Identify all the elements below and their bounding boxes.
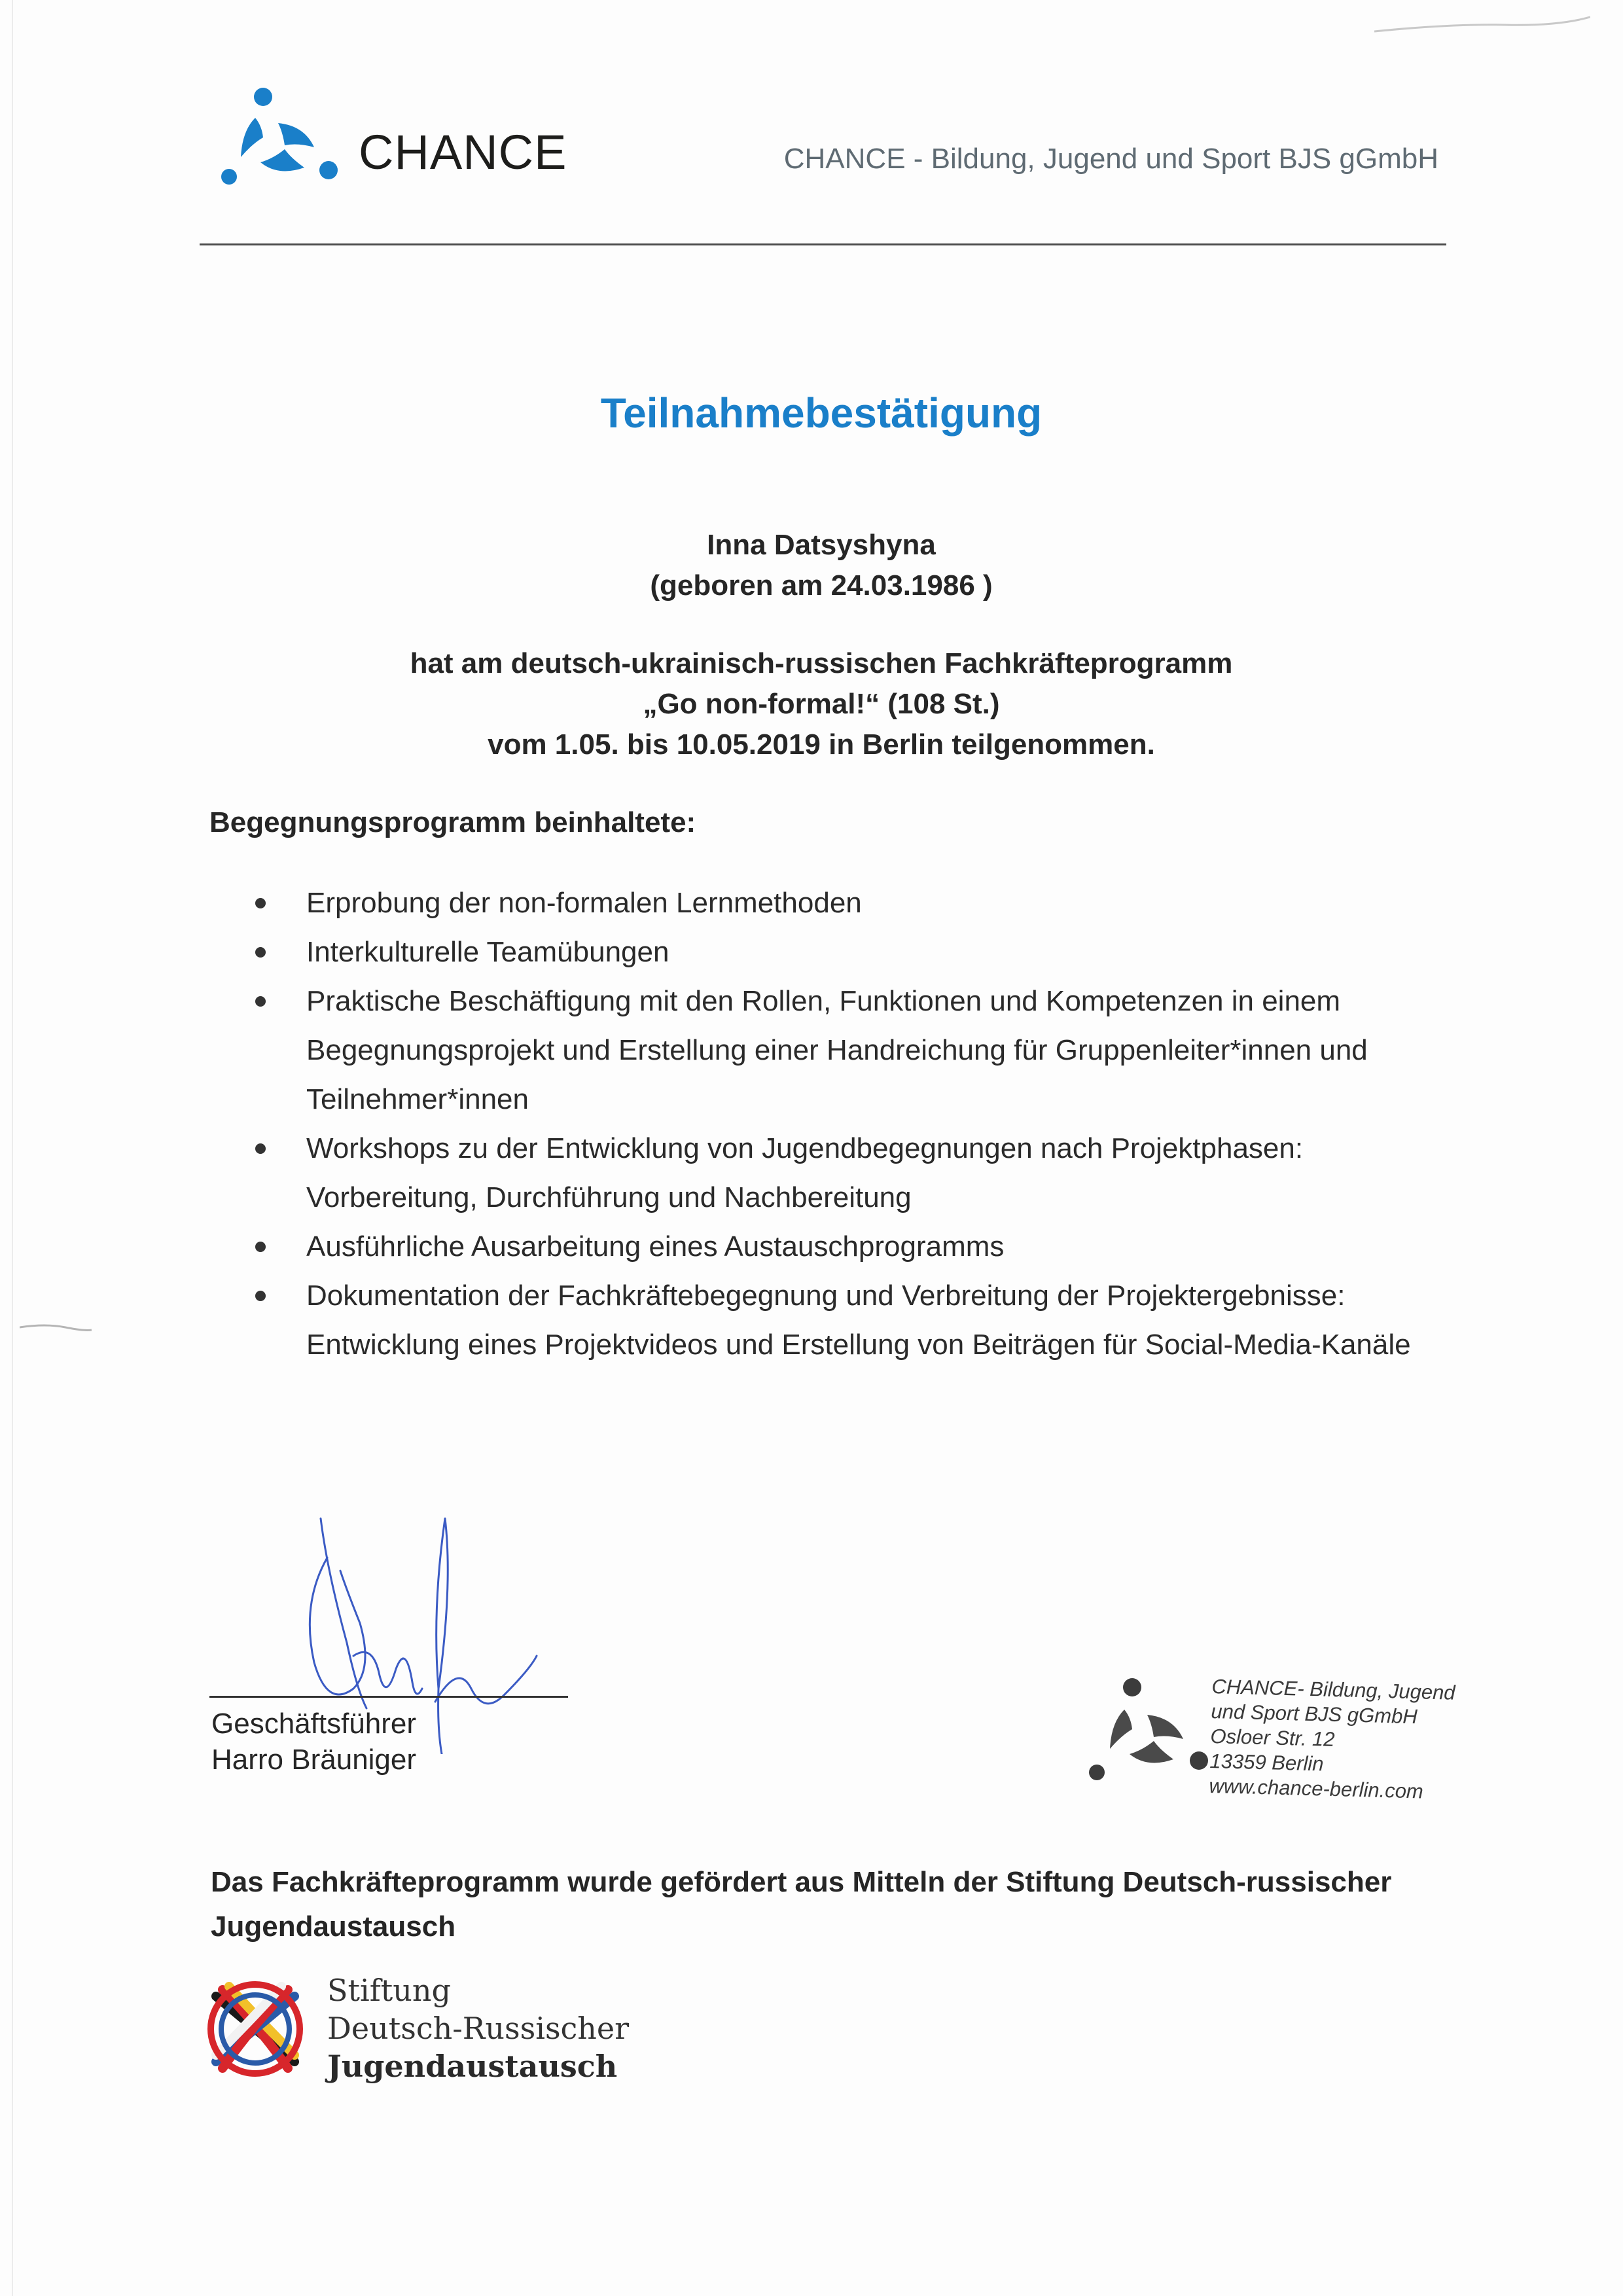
bullet-icon: [255, 898, 266, 908]
list-item-text: Erprobung der non-formalen Lernmethoden: [306, 887, 862, 919]
list-item: [255, 1271, 1433, 1369]
bullet-icon: [255, 1291, 266, 1301]
chance-logo-icon: [216, 85, 347, 196]
scan-mark: [1374, 12, 1590, 38]
document-title: Teilnahmebestätigung: [600, 389, 1043, 437]
signature-line: [209, 1696, 568, 1698]
signer-role: Geschäftsführer: [211, 1708, 417, 1740]
list-item-text: Interkulturelle Teamübungen: [306, 936, 669, 968]
list-item: [255, 878, 1433, 927]
bullet-icon: [255, 996, 266, 1007]
participant-block: [0, 525, 1623, 606]
stamp-line: www.chance-berlin.com: [1209, 1774, 1424, 1803]
bullet-icon: [255, 1242, 266, 1252]
list-item: [255, 1124, 1433, 1222]
foundation-logo-icon: [196, 1970, 314, 2088]
stamp-address: [1209, 1674, 1455, 1805]
stamp-line: und Sport BJS gGmbH: [1211, 1699, 1418, 1729]
foundation-line-1: Stiftung: [327, 1973, 451, 2008]
participant-birth: (geboren am 24.03.1986 ): [650, 569, 993, 601]
participant-name: Inna Datsyshyna: [707, 529, 936, 561]
contents-heading: Begegnungsprogramm beinhaltete:: [209, 806, 696, 838]
list-item-text: Ausführliche Ausarbeitung eines Austauschprogramms: [306, 1230, 1005, 1263]
list-item-text: Praktische Beschäftigung mit den Rollen, Funktionen und Kompetenzen in einem Begegnungsprojekt und Erstellung einer Handreichung für Gruppenleiter*innen und Teilnehmer*innen: [306, 985, 1368, 1115]
list-item-text: Workshops zu der Entwicklung von Jugendbegegnungen nach Projektphasen: Vorbereitung, Durchführung und Nachbereitung: [306, 1132, 1304, 1213]
bullet-icon: [255, 1143, 266, 1154]
header-divider: [200, 243, 1446, 245]
funding-note: Das Fachkräfteprogramm wurde gefördert aus Mitteln der Stiftung Deutsch-russischer Jugendaustausch: [211, 1866, 1392, 1943]
list-item: [255, 927, 1433, 977]
list-item-text: Dokumentation der Fachkräftebegegnung und Verbreitung der Projektergebnisse: Entwicklung eines Projektvideos und Erstellung von Beiträgen für Social-Media-Kanäle: [306, 1280, 1411, 1361]
program-block: [0, 643, 1623, 765]
foundation-name: [327, 1971, 629, 2085]
program-line-3: vom 1.05. bis 10.05.2019 in Berlin teilgenommen.: [488, 728, 1155, 761]
header-company-name: CHANCE - Bildung, Jugend und Sport BJS gGmbH: [783, 143, 1438, 175]
program-line-2: „Go non-formal!“ (108 St.): [643, 688, 1000, 720]
stamp-logo-icon: [1080, 1669, 1224, 1800]
chance-logo-text: CHANCE: [359, 125, 567, 179]
list-item: [255, 977, 1433, 1124]
stamp-line: 13359 Berlin: [1209, 1749, 1325, 1776]
bullet-icon: [255, 947, 266, 958]
signer-name: Harro Bräuniger: [211, 1744, 417, 1776]
foundation-line-3: Jugendaustausch: [327, 2049, 618, 2084]
program-line-1: hat am deutsch-ukrainisch-russischen Fachkräfteprogramm: [410, 647, 1233, 679]
foundation-line-2: Deutsch-Russischer: [327, 2011, 630, 2046]
stamp-line: Osloer Str. 12: [1210, 1724, 1336, 1751]
stamp-line: CHANCE- Bildung, Jugend: [1211, 1674, 1456, 1704]
scan-mark: [20, 1322, 92, 1335]
list-item: [255, 1222, 1433, 1271]
contents-list: [255, 878, 1433, 1369]
scan-edge: [12, 0, 13, 2296]
